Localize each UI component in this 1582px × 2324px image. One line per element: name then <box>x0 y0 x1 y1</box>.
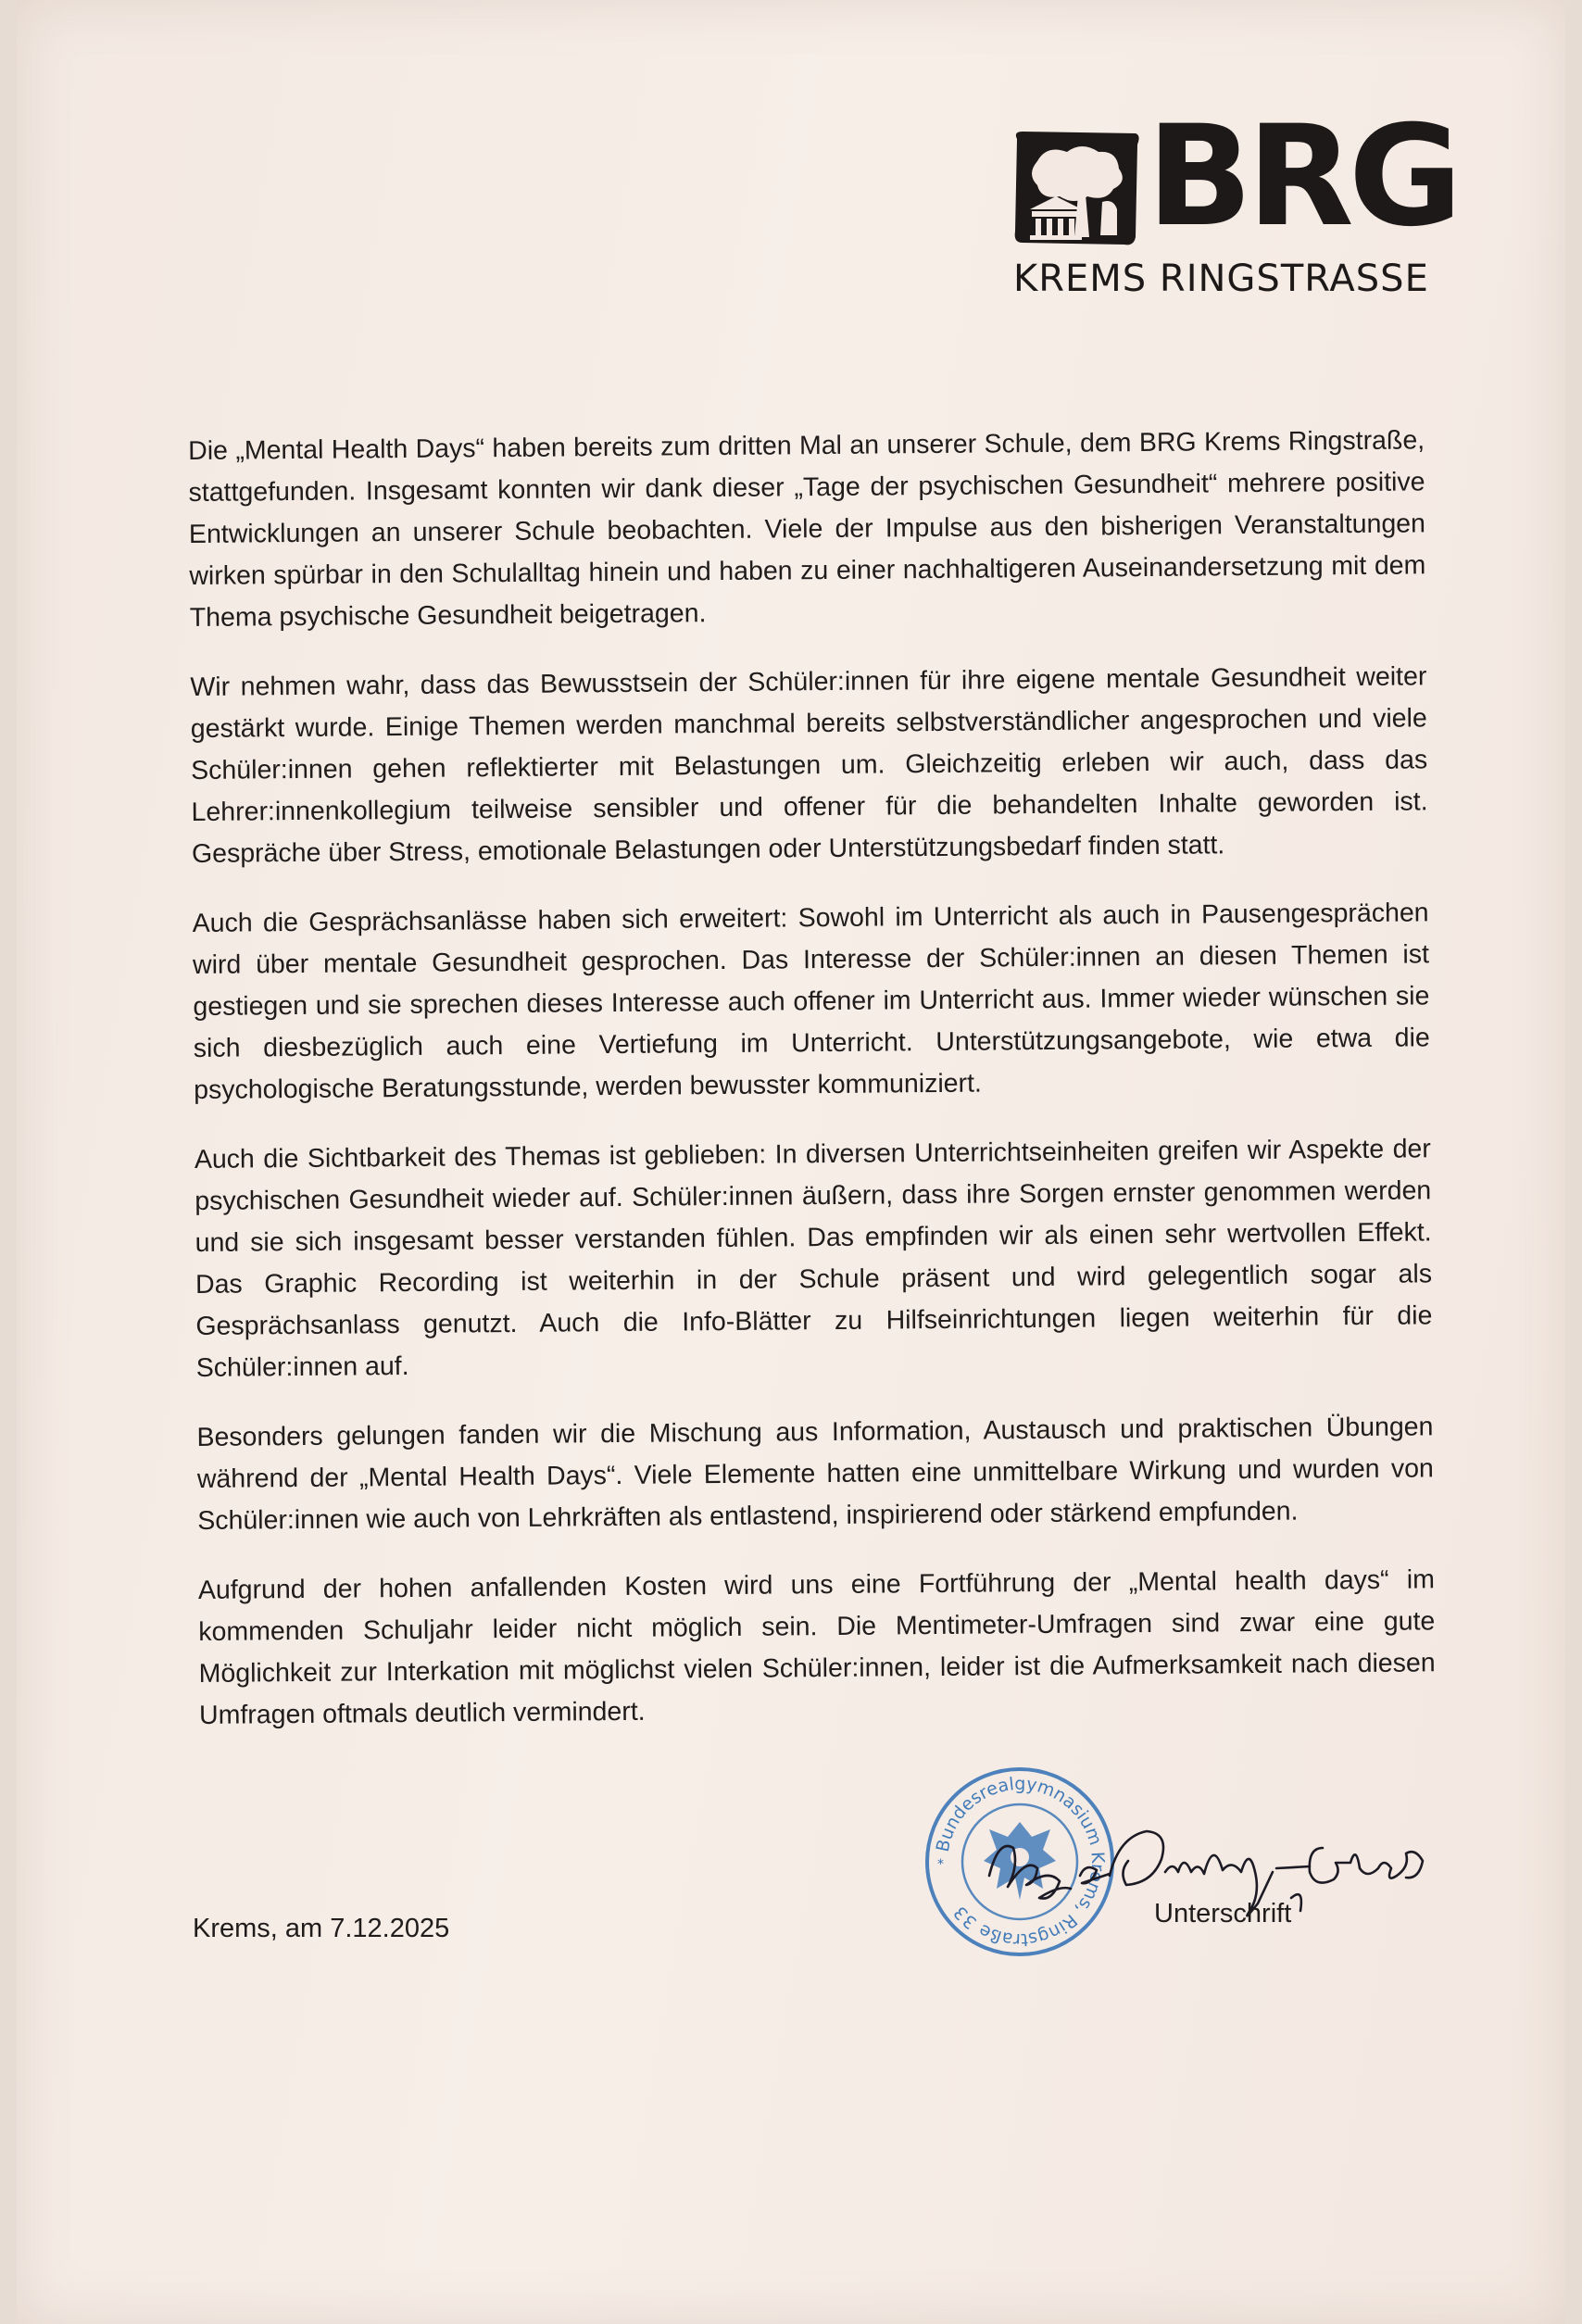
document-page <box>17 0 1565 2324</box>
letter-body <box>188 420 1437 1765</box>
paragraph: Auch die Gesprächsanlässe haben sich erweitert: Sowohl im Unterricht als auch in Pausengesprächen wird über mentale Gesundheit gesprochen. Das Interesse der Schüler:innen an diesen Themen ist gestiegen und sie sprechen dieses Interesse auch offener im Unterricht aus. Immer wieder wünschen sie sich diesbezüglich auch eine Vertiefung im Unterricht. Unterstützungsangebote, wie etwa die psychologische Beratungsstunde, werden bewusster kommuniziert. <box>192 898 1430 1105</box>
svg-text:*: * <box>937 1857 944 1872</box>
paragraph: Wir nehmen wahr, dass das Bewusstsein der Schüler:innen für ihre eigene mentale Gesundheit weiter gestärkt wurde. Einige Themen werden manchmal bereits selbstverständlicher angesprochen und viele Schüler:innen gehen reflektierter mit Belastungen um. Gleichzeitig erleben wir auch, dass das Lehrer:innenkollegium teilweise sensibler und offener für die behandelten Inhalte geworden ist. Gespräche über Stress, emotionale Belastungen oder Unterstützungsbedarf finden statt. <box>190 661 1428 869</box>
paragraph: Aufgrund der hohen anfallenden Kosten wird uns eine Fortführung der „Mental health days“ im kommenden Schuljahr leider nicht möglich sein. Die Mentimeter-Umfragen sind zwar eine gute Möglichkeit zur Interkation mit möglichst vielen Schüler:innen, leider ist die Aufmerksamkeit nach diesen Umfragen oftmals deutlich vermindert. <box>197 1564 1436 1730</box>
logo-subtitle: KREMS RINGSTRASSE <box>1013 258 1429 300</box>
signature-caption: Unterschrift <box>1154 1899 1292 1928</box>
paragraph: Besonders gelungen fanden wir die Mischung aus Information, Austausch und praktischen Übungen während der „Mental Health Days“. Viele Elemente hatten eine unmittelbare Wirkung und wurden von Schüler:innen wie auch von Lehrkräften als entlastend, inspirierend oder stärkend empfunden. <box>196 1412 1434 1536</box>
svg-text:Bundesrealgymnasium Krems, Rin: Bundesrealgymnasium Krems, Ringstraße 33 <box>932 1773 1109 1951</box>
school-logo <box>1010 96 1457 313</box>
logo-wordmark: BRG <box>1147 96 1457 258</box>
paragraph: Auch die Sichtbarkeit des Themas ist geblieben: In diversen Unterrichtseinheiten greifen wir Aspekte der psychischen Gesundheit wieder auf. Schüler:innen äußern, dass ihre Sorgen ernster genommen werden und sie sich insgesamt besser verstanden fühlen. Das empfinden wir als einen sehr wertvollen Effekt. Das Graphic Recording ist weiterhin in der Schule präsent und wird gelegentlich sogar als Gesprächsanlass genutzt. Auch die Info-Blätter zu Hilfseinrichtungen liegen weiterhin für die Schüler:innen auf. <box>194 1134 1433 1383</box>
tree-building-emblem-icon <box>1010 128 1141 248</box>
place-date: Krems, am 7.12.2025 <box>193 1914 450 1943</box>
paragraph: Die „Mental Health Days“ haben bereits zum dritten Mal an unserer Schule, dem BRG Krems Ringstraße, stattgefunden. Insgesamt konnten wir dank dieser „Tage der psychischen Gesundheit“ mehrere positive Entwicklungen an unserer Schule beobachten. Viele der Impulse aus den bisherigen Veranstaltungen wirken spürbar in den Schulalltag hinein und haben zu einer nachhaltigeren Auseinandersetzung mit dem Thema psychische Gesundheit beigetragen. <box>188 425 1426 633</box>
